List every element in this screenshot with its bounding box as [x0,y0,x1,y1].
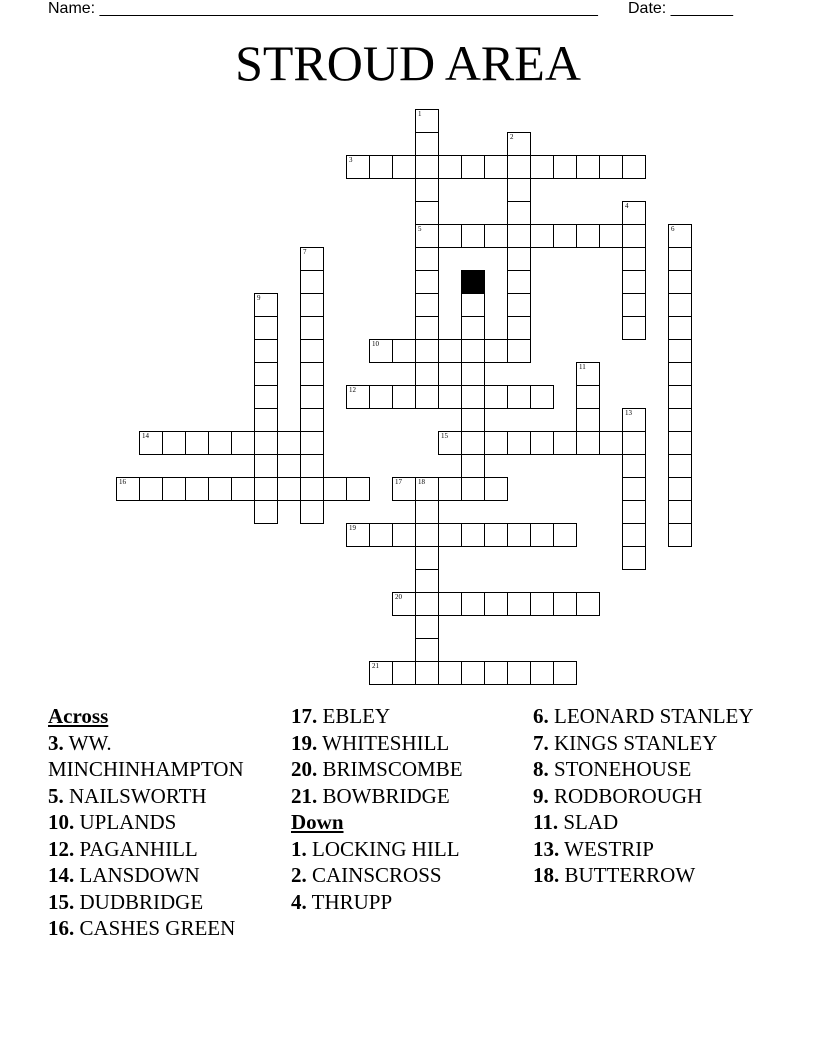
clue-item [533,836,768,863]
clue-answer: WESTRIP [564,836,654,861]
clue-answer: EBLEY [322,704,391,728]
grid-cell[interactable] [208,477,232,501]
grid-cell[interactable] [576,155,600,179]
grid-cell[interactable] [668,500,692,524]
grid-cell[interactable] [507,661,531,685]
grid-cell[interactable] [576,362,600,386]
clue-number: 7. [533,730,549,755]
grid-cell[interactable] [461,454,485,478]
grid-cell[interactable] [415,339,439,363]
grid-cell[interactable] [461,155,485,179]
grid-cell[interactable] [668,270,692,294]
clue-answer: LEONARD STANLEY [554,704,754,728]
grid-cell[interactable] [139,431,163,455]
grid-cell[interactable] [346,523,370,547]
grid-cell[interactable] [415,523,439,547]
grid-cell[interactable] [461,523,485,547]
clue-number: 17. [291,704,318,728]
clue-answer: BOWBRIDGE [322,783,450,808]
grid-cell[interactable] [438,339,462,363]
grid-cell[interactable] [415,155,439,179]
clue-item [533,730,768,757]
clue-number: 13. [533,836,560,861]
grid-cell[interactable] [277,477,301,501]
down-clue-list [291,836,521,916]
across-clue-list [48,730,278,942]
grid-cell[interactable] [599,155,623,179]
cell-number: 3 [349,156,353,164]
grid-cell[interactable] [576,408,600,432]
grid-cell[interactable] [415,477,439,501]
grid-cell[interactable] [438,155,462,179]
clue-number: 20. [291,757,318,781]
clue-item [48,915,278,942]
grid-cell[interactable] [668,339,692,363]
grid-cell[interactable] [254,385,278,409]
clue-answer: WW. MINCHINHAMPTON [48,730,244,781]
grid-cell[interactable] [461,224,485,248]
clue-answer: WHITESHILL [322,730,450,755]
clue-item [291,703,521,730]
clue-item [533,756,768,783]
grid-cell[interactable] [415,385,439,409]
grid-cell[interactable] [576,385,600,409]
grid-cell[interactable] [300,247,324,271]
grid-cell[interactable] [484,523,508,547]
grid-cell[interactable] [231,477,255,501]
grid-cell[interactable] [300,385,324,409]
grid-cell[interactable] [622,316,646,340]
grid-cell[interactable] [415,132,439,156]
down-heading: Down [291,810,344,834]
grid-cell[interactable] [415,638,439,662]
grid-cell[interactable] [162,431,186,455]
clue-number: 4. [291,889,307,914]
grid-cell[interactable] [231,431,255,455]
clue-number: 3. [48,730,64,755]
grid-cell[interactable] [484,224,508,248]
grid-cell[interactable] [438,592,462,616]
grid-cell[interactable] [622,270,646,294]
cell-number: 18 [418,478,425,486]
grid-cell[interactable] [254,431,278,455]
grid-cell[interactable] [507,178,531,202]
clue-item [48,809,278,836]
clue-answer: LOCKING HILL [312,836,460,861]
grid-cell[interactable] [392,155,416,179]
down-clue-list-continued [533,703,768,889]
clue-answer: RODBOROUGH [554,783,703,808]
grid-cell[interactable] [507,132,531,156]
cell-number: 5 [418,225,422,233]
grid-cell[interactable] [484,477,508,501]
clue-answer: STONEHOUSE [554,757,692,781]
grid-cell[interactable] [392,339,416,363]
grid-cell[interactable] [461,661,485,685]
grid-cell[interactable] [530,224,554,248]
clue-number: 12. [48,836,75,861]
grid-cell[interactable] [415,615,439,639]
grid-cell[interactable] [668,454,692,478]
clue-number: 16. [48,916,75,940]
grid-cell[interactable] [415,247,439,271]
grid-cell[interactable] [346,477,370,501]
grid-cell[interactable] [254,500,278,524]
clue-item [291,756,521,783]
grid-cell[interactable] [622,477,646,501]
grid-cell[interactable] [162,477,186,501]
grid-cell[interactable] [530,592,554,616]
across-clue-list-continued [291,703,521,809]
grid-cell[interactable] [392,592,416,616]
grid-cell[interactable] [668,316,692,340]
cell-number: 21 [372,662,379,670]
grid-cell[interactable] [369,523,393,547]
grid-cell[interactable] [507,224,531,248]
grid-cell[interactable] [622,431,646,455]
cell-number: 4 [625,202,629,210]
cell-number: 17 [395,478,402,486]
grid-cell[interactable] [622,224,646,248]
grid-cell[interactable] [185,431,209,455]
grid-cell[interactable] [415,661,439,685]
grid-cell[interactable] [438,431,462,455]
clue-item [291,783,521,810]
grid-cell[interactable] [461,316,485,340]
clue-answer: THRUPP [311,889,393,914]
grid-cell[interactable] [622,201,646,225]
grid-cell[interactable] [484,339,508,363]
clue-answer: SLAD [563,810,619,834]
name-field: Name: ________________________________________________________ [48,0,598,17]
grid-cell[interactable] [553,661,577,685]
clue-item [48,889,278,916]
clue-number: 5. [48,783,64,808]
grid-cell[interactable] [553,155,577,179]
clue-item [291,836,521,863]
grid-cell[interactable] [185,477,209,501]
date-field: Date: _______ [628,0,733,17]
clue-number: 14. [48,863,75,887]
grid-cell[interactable] [553,431,577,455]
grid-cell[interactable] [461,477,485,501]
grid-cell[interactable] [323,477,347,501]
cell-number: 15 [441,432,448,440]
grid-cell[interactable] [438,477,462,501]
clue-number: 19. [291,730,318,755]
cell-number: 7 [303,248,307,256]
grid-cell[interactable] [507,385,531,409]
clue-answer: KINGS STANLEY [554,730,718,755]
grid-cell[interactable] [622,454,646,478]
grid-cell[interactable] [530,385,554,409]
grid-cell[interactable] [622,247,646,271]
grid-cell[interactable] [208,431,232,455]
grid-cell[interactable] [392,523,416,547]
clues-column-1 [48,703,278,942]
clue-item [291,889,521,916]
grid-cell[interactable] [461,385,485,409]
clue-number: 15. [48,889,75,914]
grid-cell[interactable] [599,224,623,248]
clue-item [48,730,278,783]
grid-cell[interactable] [415,293,439,317]
grid-cell[interactable] [300,316,324,340]
clue-answer: LANSDOWN [79,863,200,887]
grid-cell[interactable] [576,431,600,455]
grid-cell[interactable] [300,270,324,294]
grid-cell[interactable] [300,477,324,501]
grid-cell[interactable] [622,500,646,524]
grid-cell[interactable] [369,661,393,685]
clue-number: 11. [533,810,559,834]
grid-cell[interactable] [415,270,439,294]
filled-square [461,270,485,294]
grid-cell[interactable] [415,569,439,593]
grid-cell[interactable] [668,362,692,386]
grid-cell[interactable] [300,454,324,478]
cell-number: 13 [625,409,632,417]
clue-answer: CASHES GREEN [79,916,236,940]
cell-number: 12 [349,386,356,394]
grid-cell[interactable] [392,477,416,501]
grid-cell[interactable] [415,316,439,340]
grid-cell[interactable] [484,155,508,179]
grid-cell[interactable] [484,661,508,685]
grid-cell[interactable] [461,431,485,455]
clue-number: 1. [291,836,307,861]
grid-cell[interactable] [415,592,439,616]
grid-cell[interactable] [530,155,554,179]
clue-number: 18. [533,863,560,887]
grid-cell[interactable] [484,385,508,409]
grid-cell[interactable] [622,546,646,570]
grid-cell[interactable] [415,224,439,248]
grid-cell[interactable] [461,362,485,386]
cell-number: 6 [671,225,675,233]
grid-cell[interactable] [507,592,531,616]
grid-cell[interactable] [553,523,577,547]
grid-cell[interactable] [254,408,278,432]
grid-cell[interactable] [254,316,278,340]
grid-cell[interactable] [622,293,646,317]
clue-answer: DUDBRIDGE [79,889,204,914]
cell-number: 2 [510,133,514,141]
clue-number: 6. [533,704,549,728]
clue-item [533,862,768,889]
grid-cell[interactable] [438,385,462,409]
grid-cell[interactable] [530,661,554,685]
grid-cell[interactable] [415,109,439,133]
clue-item [291,862,521,889]
grid-cell[interactable] [346,385,370,409]
grid-cell[interactable] [415,546,439,570]
clue-answer: CAINSCROSS [312,863,442,887]
cell-number: 20 [395,593,402,601]
grid-cell[interactable] [438,661,462,685]
grid-cell[interactable] [369,155,393,179]
clue-answer: NAILSWORTH [69,783,207,808]
grid-cell[interactable] [622,155,646,179]
grid-cell[interactable] [300,431,324,455]
cell-number: 10 [372,340,379,348]
grid-cell[interactable] [622,408,646,432]
grid-cell[interactable] [507,339,531,363]
grid-cell[interactable] [484,431,508,455]
grid-cell[interactable] [553,224,577,248]
across-heading: Across [48,704,109,728]
grid-cell[interactable] [530,431,554,455]
cell-number: 1 [418,110,422,118]
grid-cell[interactable] [415,500,439,524]
clue-number: 2. [291,863,307,887]
grid-cell[interactable] [254,477,278,501]
grid-cell[interactable] [392,661,416,685]
grid-cell[interactable] [461,408,485,432]
clue-answer: BRIMSCOMBE [322,757,463,781]
grid-cell[interactable] [415,178,439,202]
grid-cell[interactable] [277,431,301,455]
grid-cell[interactable] [576,224,600,248]
grid-cell[interactable] [530,523,554,547]
cell-number: 16 [119,478,126,486]
clue-item [291,730,521,757]
grid-cell[interactable] [668,431,692,455]
grid-cell[interactable] [668,523,692,547]
grid-cell[interactable] [254,339,278,363]
grid-cell[interactable] [346,155,370,179]
clue-item [533,703,768,730]
clues-column-3 [533,703,768,889]
clue-answer: BUTTERROW [564,863,696,887]
cell-number: 14 [142,432,149,440]
clue-number: 10. [48,810,75,834]
grid-cell[interactable] [254,293,278,317]
grid-cell[interactable] [254,362,278,386]
grid-cell[interactable] [668,224,692,248]
grid-cell[interactable] [507,431,531,455]
clue-answer: PAGANHILL [79,836,198,861]
grid-cell[interactable] [369,339,393,363]
grid-cell[interactable] [300,408,324,432]
grid-cell[interactable] [553,592,577,616]
grid-cell[interactable] [300,362,324,386]
grid-cell[interactable] [668,408,692,432]
grid-cell[interactable] [461,293,485,317]
grid-cell[interactable] [300,293,324,317]
clue-item [48,836,278,863]
grid-cell[interactable] [507,247,531,271]
page-title: STROUD AREA [235,35,581,91]
clue-number: 8. [533,757,549,781]
grid-cell[interactable] [438,523,462,547]
grid-cell[interactable] [300,500,324,524]
clues-column-2 [291,703,521,915]
clue-item [533,783,768,810]
grid-cell[interactable] [507,523,531,547]
grid-cell[interactable] [116,477,140,501]
grid-cell[interactable] [507,155,531,179]
grid-cell[interactable] [668,293,692,317]
grid-cell[interactable] [668,385,692,409]
cell-number: 9 [257,294,261,302]
grid-cell[interactable] [392,385,416,409]
grid-cell[interactable] [415,362,439,386]
grid-cell[interactable] [438,224,462,248]
grid-cell[interactable] [576,592,600,616]
grid-cell[interactable] [507,293,531,317]
clue-answer: UPLANDS [79,810,177,834]
grid-cell[interactable] [599,431,623,455]
grid-cell[interactable] [369,385,393,409]
grid-cell[interactable] [415,201,439,225]
grid-cell[interactable] [300,339,324,363]
clue-number: 9. [533,783,549,808]
grid-cell[interactable] [507,201,531,225]
grid-cell[interactable] [461,592,485,616]
clue-number: 21. [291,783,318,808]
clue-item [533,809,768,836]
grid-cell[interactable] [507,270,531,294]
grid-cell[interactable] [254,454,278,478]
grid-cell[interactable] [139,477,163,501]
grid-cell[interactable] [668,247,692,271]
cell-number: 11 [579,363,586,371]
cell-number: 19 [349,524,356,532]
grid-cell[interactable] [507,316,531,340]
grid-cell[interactable] [461,339,485,363]
grid-cell[interactable] [622,523,646,547]
clue-item [48,862,278,889]
grid-cell[interactable] [668,477,692,501]
grid-cell[interactable] [484,592,508,616]
clue-item [48,783,278,810]
